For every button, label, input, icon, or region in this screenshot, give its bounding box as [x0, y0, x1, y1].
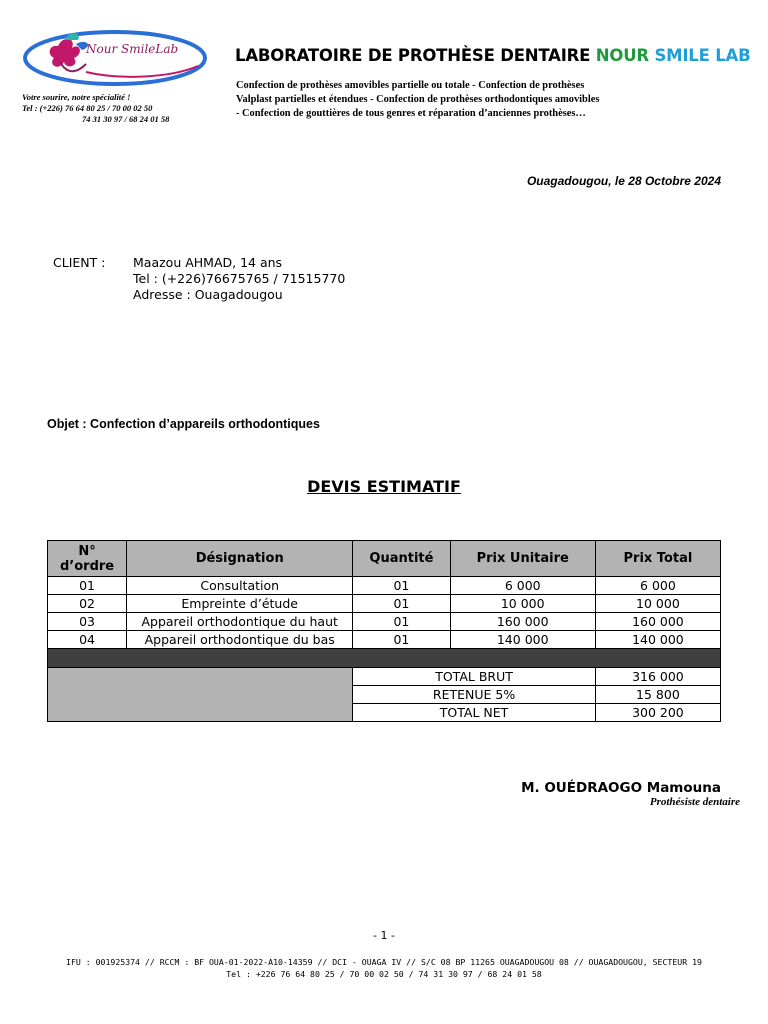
lab-contact-line1: Tel : (+226) 76 64 80 25 / 70 00 02 50	[22, 103, 153, 113]
cell-total-price: 6 000	[595, 577, 720, 595]
cell-unit-price: 160 000	[450, 613, 595, 631]
signatory-name: M. OUÉDRAOGO Mamouna	[521, 780, 721, 796]
services-line: Confection de prothèses amovibles partielle ou totale - Confection de prothèses	[236, 80, 585, 91]
table-row	[48, 577, 721, 595]
footer-phone-line: Tel : +226 76 64 80 25 / 70 00 02 50 / 74 31 30 97 / 68 24 01 58	[226, 969, 542, 979]
lab-contact-line2: 74 31 30 97 / 68 24 01 58	[82, 114, 170, 124]
services-line: - Confection de gouttières de tous genres et réparation d’anciennes prothèses…	[236, 108, 586, 119]
cell-total-price: 160 000	[595, 613, 720, 631]
total-label: RETENUE 5%	[353, 686, 596, 704]
table-row	[48, 595, 721, 613]
cell-order: 01	[48, 577, 127, 595]
table-header-row	[48, 541, 721, 577]
cell-order: 04	[48, 631, 127, 649]
logo-text: Nour SmileLab	[86, 42, 179, 56]
total-value: 300 200	[595, 704, 720, 722]
quote-table	[47, 540, 721, 722]
cell-total-price: 140 000	[595, 631, 720, 649]
total-row	[48, 668, 721, 686]
lab-logo	[20, 26, 210, 90]
total-value: 15 800	[595, 686, 720, 704]
header-designation: Désignation	[127, 541, 353, 577]
document-title: DEVIS ESTIMATIF	[307, 477, 461, 496]
footer-legal-line: IFU : 001925374 // RCCM : BF OUA-01-2022-A10-14359 // DCI - OUAGA IV // S/C 08 BP 11265 OUAGADOUGOU 08 // OUAGADOUGOU, SECTEUR 19	[66, 957, 702, 967]
total-value: 316 000	[595, 668, 720, 686]
separator-cell	[48, 649, 721, 668]
signatory-title: Prothésiste dentaire	[649, 796, 740, 808]
client-name: Maazou AHMAD, 14 ans	[133, 255, 283, 270]
cell-designation: Appareil orthodontique du haut	[127, 613, 353, 631]
client-phone: Tel : (+226)76675765 / 71515770	[133, 271, 346, 286]
totals-filler	[48, 668, 353, 722]
lab-title	[235, 46, 751, 65]
cell-designation: Empreinte d’étude	[127, 595, 353, 613]
header-unit-price: Prix Unitaire	[450, 541, 595, 577]
page-number: - 1 -	[373, 929, 395, 942]
cell-order: 02	[48, 595, 127, 613]
cell-order: 03	[48, 613, 127, 631]
document-date: Ouagadougou, le 28 Octobre 2024	[526, 174, 721, 188]
client-address: Adresse : Ouagadougou	[133, 287, 283, 302]
table-row	[48, 631, 721, 649]
header-total-price: Prix Total	[595, 541, 720, 577]
lab-slogan: Votre sourire, notre spécialité !	[22, 92, 131, 102]
total-label: TOTAL NET	[353, 704, 596, 722]
lab-title-smile: SMILE LAB	[648, 46, 751, 65]
table-row	[48, 613, 721, 631]
total-label: TOTAL BRUT	[353, 668, 596, 686]
cell-designation: Consultation	[127, 577, 353, 595]
header-order: N° d’ordre	[48, 541, 127, 577]
quote-subject: Objet : Confection d’appareils orthodontiques	[47, 417, 320, 431]
lab-title-prefix: LABORATOIRE DE PROTHÈSE DENTAIRE	[235, 46, 596, 65]
cell-quantity: 01	[353, 577, 450, 595]
cell-quantity: 01	[353, 595, 450, 613]
client-label: CLIENT :	[53, 255, 106, 270]
cell-unit-price: 140 000	[450, 631, 595, 649]
cell-unit-price: 6 000	[450, 577, 595, 595]
cell-unit-price: 10 000	[450, 595, 595, 613]
cell-total-price: 10 000	[595, 595, 720, 613]
cell-quantity: 01	[353, 631, 450, 649]
lab-title-nour: NOUR	[595, 46, 649, 65]
services-line: Valplast partielles et étendues - Confection de prothèses orthodontiques amovibles	[236, 94, 600, 105]
separator-band	[48, 649, 721, 668]
cell-quantity: 01	[353, 613, 450, 631]
cell-designation: Appareil orthodontique du bas	[127, 631, 353, 649]
header-quantity: Quantité	[353, 541, 450, 577]
